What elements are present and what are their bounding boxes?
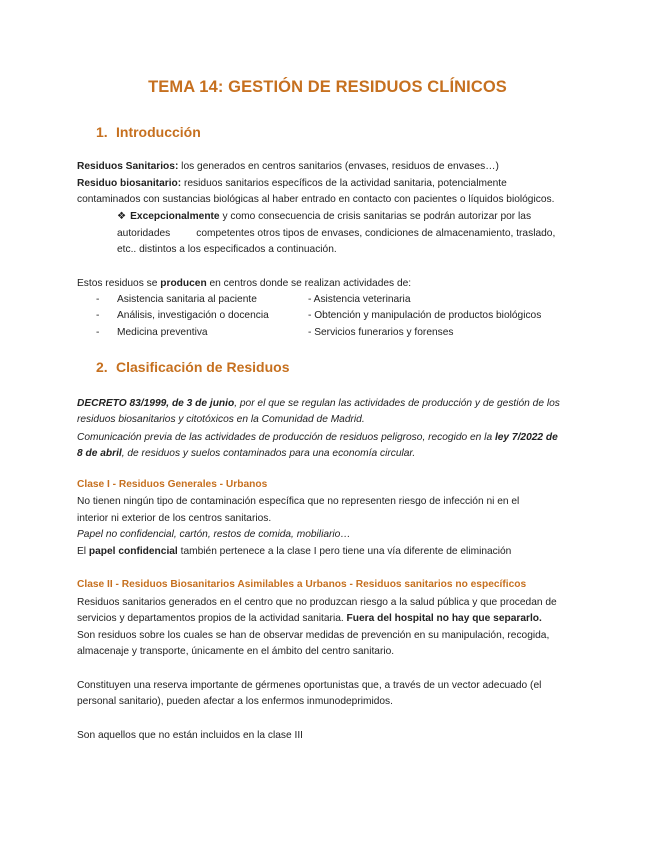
class1-title: Clase I - Residuos Generales - Urbanos [77, 479, 268, 490]
decree-bold: DECRETO 83/1999, de 3 de junio [77, 398, 235, 409]
list-dash: - [96, 327, 100, 338]
decree-text: , por el que se regulan las actividades de producción y de gestión de los [234, 398, 560, 409]
class1-note [77, 545, 511, 559]
text: también pertenece a la clase I pero tiene una vía diferente de eliminación [177, 546, 512, 557]
term-label: Residuo biosanitario: [77, 178, 182, 189]
class2-text [77, 612, 542, 626]
text: El [77, 546, 89, 557]
communication-line [77, 447, 415, 461]
note-text: autoridades [117, 228, 171, 239]
section-number: 2. [96, 359, 108, 375]
class2-text: Son aquellos que no están incluidos en la clase III [77, 730, 303, 741]
decree-line [77, 397, 560, 411]
list-item: - Servicios funerarios y forenses [308, 327, 454, 338]
text: en centros donde se realizan actividades de: [206, 278, 412, 289]
section-heading-introduccion [96, 124, 201, 140]
note-line: etc.. distintos a los especificados a continuación. [117, 244, 337, 255]
definition-residuos-sanitarios [77, 160, 499, 174]
note-text: y como consecuencia de crisis sanitarias se podrán autorizar por las [219, 211, 532, 222]
list-item: - Asistencia veterinaria [308, 294, 411, 305]
class2-text: Son residuos sobre los cuales se han de observar medidas de prevención en su manipulación, recogida, [77, 630, 550, 641]
list-item: Análisis, investigación o docencia [117, 310, 269, 321]
law-bold: 8 de abril [77, 448, 122, 459]
class2-text: personal sanitario), pueden afectar a los enfermos inmunodeprimidos. [77, 696, 393, 707]
bold-text: Fuera del hospital no hay que separarlo. [346, 613, 542, 624]
class1-text: interior ni exterior de los centros sanitarios. [77, 513, 272, 524]
definition-text: residuos sanitarios específicos de la actividad sanitaria, potencialmente [181, 178, 507, 189]
communication-line [77, 431, 558, 445]
class2-text: Residuos sanitarios generados en el centro que no produzcan riesgo a la salud pública y que procedan de [77, 597, 557, 608]
section-heading-clasificacion [96, 359, 290, 375]
list-dash: - [96, 310, 100, 321]
text: servicios y departamentos propios de la actividad sanitaria. [77, 613, 347, 624]
class2-text: almacenaje y transporte, únicamente en el ámbito del centro sanitario. [77, 646, 395, 657]
list-item: Medicina preventiva [117, 327, 208, 338]
definition-line: contaminados con sustancias biológicas al haber entrado en contacto con pacientes o líquidos biológicos. [77, 194, 555, 205]
text: , de residuos y suelos contaminados para una economía circular. [121, 448, 416, 459]
section-number: 1. [96, 124, 108, 140]
definition-text: los generados en centros sanitarios (envases, residuos de envases…) [178, 161, 499, 172]
section-title: Clasificación de Residuos [116, 359, 290, 375]
note-line [117, 210, 531, 224]
diamond-bullet-icon: ❖ [117, 211, 127, 222]
page-title: TEMA 14: GESTIÓN DE RESIDUOS CLÍNICOS [148, 78, 507, 96]
bold-text: producen [160, 278, 207, 289]
bold-text: papel confidencial [88, 546, 178, 557]
class2-text: Constituyen una reserva importante de gérmenes oportunistas que, a través de un vector adecuado (el [77, 680, 542, 691]
production-intro [77, 277, 411, 291]
note-line [117, 227, 555, 241]
term-label: Residuos Sanitarios: [77, 161, 179, 172]
law-bold: ley 7/2022 de [494, 432, 558, 443]
text: Estos residuos se [77, 278, 161, 289]
class1-text: No tienen ningún tipo de contaminación específica que no representen riesgo de infección ni en el [77, 496, 520, 507]
text: Comunicación previa de las actividades de producción de residuos peligroso, recogido en la [77, 432, 495, 443]
list-item: - Obtención y manipulación de productos biológicos [308, 310, 542, 321]
section-title: Introducción [116, 124, 201, 140]
note-bold: Excepcionalmente [130, 211, 220, 222]
note-text: competentes otros tipos de envases, condiciones de almacenamiento, traslado, [196, 228, 556, 239]
list-dash: - [96, 294, 100, 305]
decree-line: residuos biosanitarios y citotóxicos en la Comunidad de Madrid. [77, 414, 365, 425]
list-item: Asistencia sanitaria al paciente [117, 294, 257, 305]
class1-examples: Papel no confidencial, cartón, restos de comida, mobiliario… [77, 529, 351, 540]
definition-residuo-biosanitario [77, 177, 507, 191]
class2-title: Clase II - Residuos Biosanitarios Asimilables a Urbanos - Residuos sanitarios no específicos [77, 579, 527, 590]
